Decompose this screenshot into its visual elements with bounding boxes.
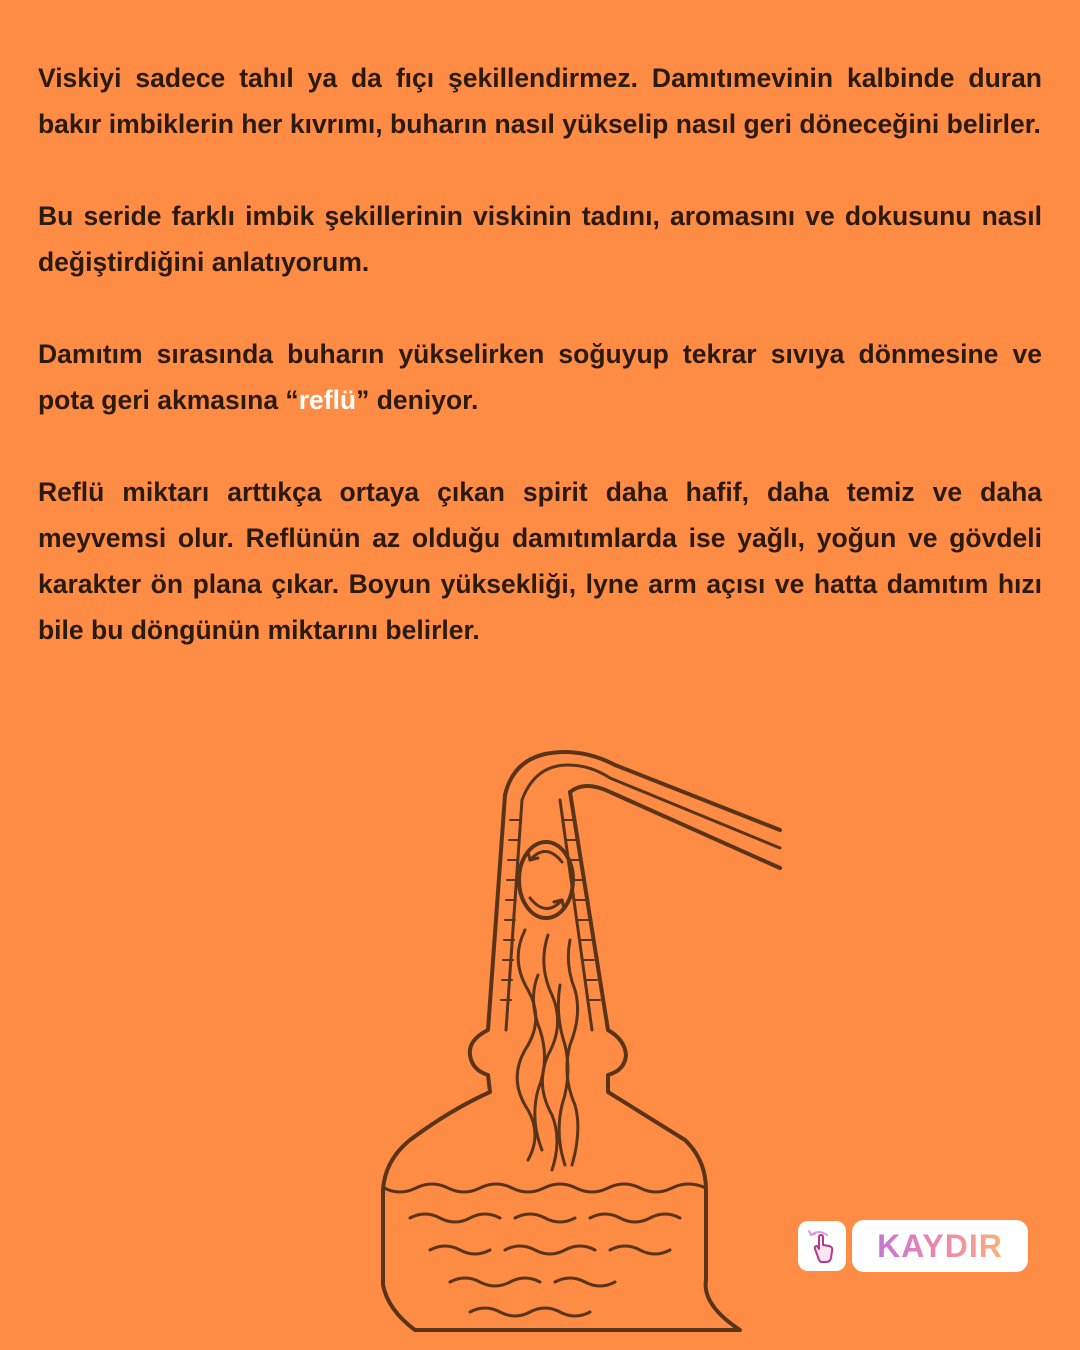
pot-still-illustration (370, 740, 790, 1345)
scroll-button[interactable] (852, 1220, 1028, 1272)
reflux-text-after: ” deniyor. (356, 385, 479, 415)
reflux-highlight: reflü (298, 385, 357, 415)
scroll-hint[interactable] (798, 1220, 1028, 1272)
reflux-text-before: Damıtım sırasında buharın yükselirken soğuyup tekrar sıvıya dönmesine ve pota geri akmasına “ (38, 339, 1042, 415)
scroll-label: KAYDIR (877, 1227, 1003, 1264)
swipe-hand-icon[interactable] (798, 1221, 846, 1271)
paragraph-series: Bu seride farklı imbik şekillerinin viskinin tadını, aromasını ve dokusunu nasıl değiştirdiğini anlatıyorum. (38, 201, 1042, 277)
article-text (38, 55, 1042, 699)
paragraph-reflux-effects: Reflü miktarı arttıkça ortaya çıkan spirit daha hafif, daha temiz ve daha meyvemsi olur. Reflünün az olduğu damıtımlarda ise yağlı, yoğun ve gövdeli karakter ön plana çıkar. Boyun yüksekliği, lyne arm açısı ve hatta damıtım hızı bile bu döngünün miktarını belirler. (38, 477, 1042, 645)
paragraph-intro: Viskiyi sadece tahıl ya da fıçı şekillendirmez. Damıtımevinin kalbinde duran bakır imbiklerin her kıvrımı, buharın nasıl yükselip nasıl geri döneceğini belirler. (38, 63, 1042, 139)
paragraph-reflux-definition (38, 331, 1042, 423)
